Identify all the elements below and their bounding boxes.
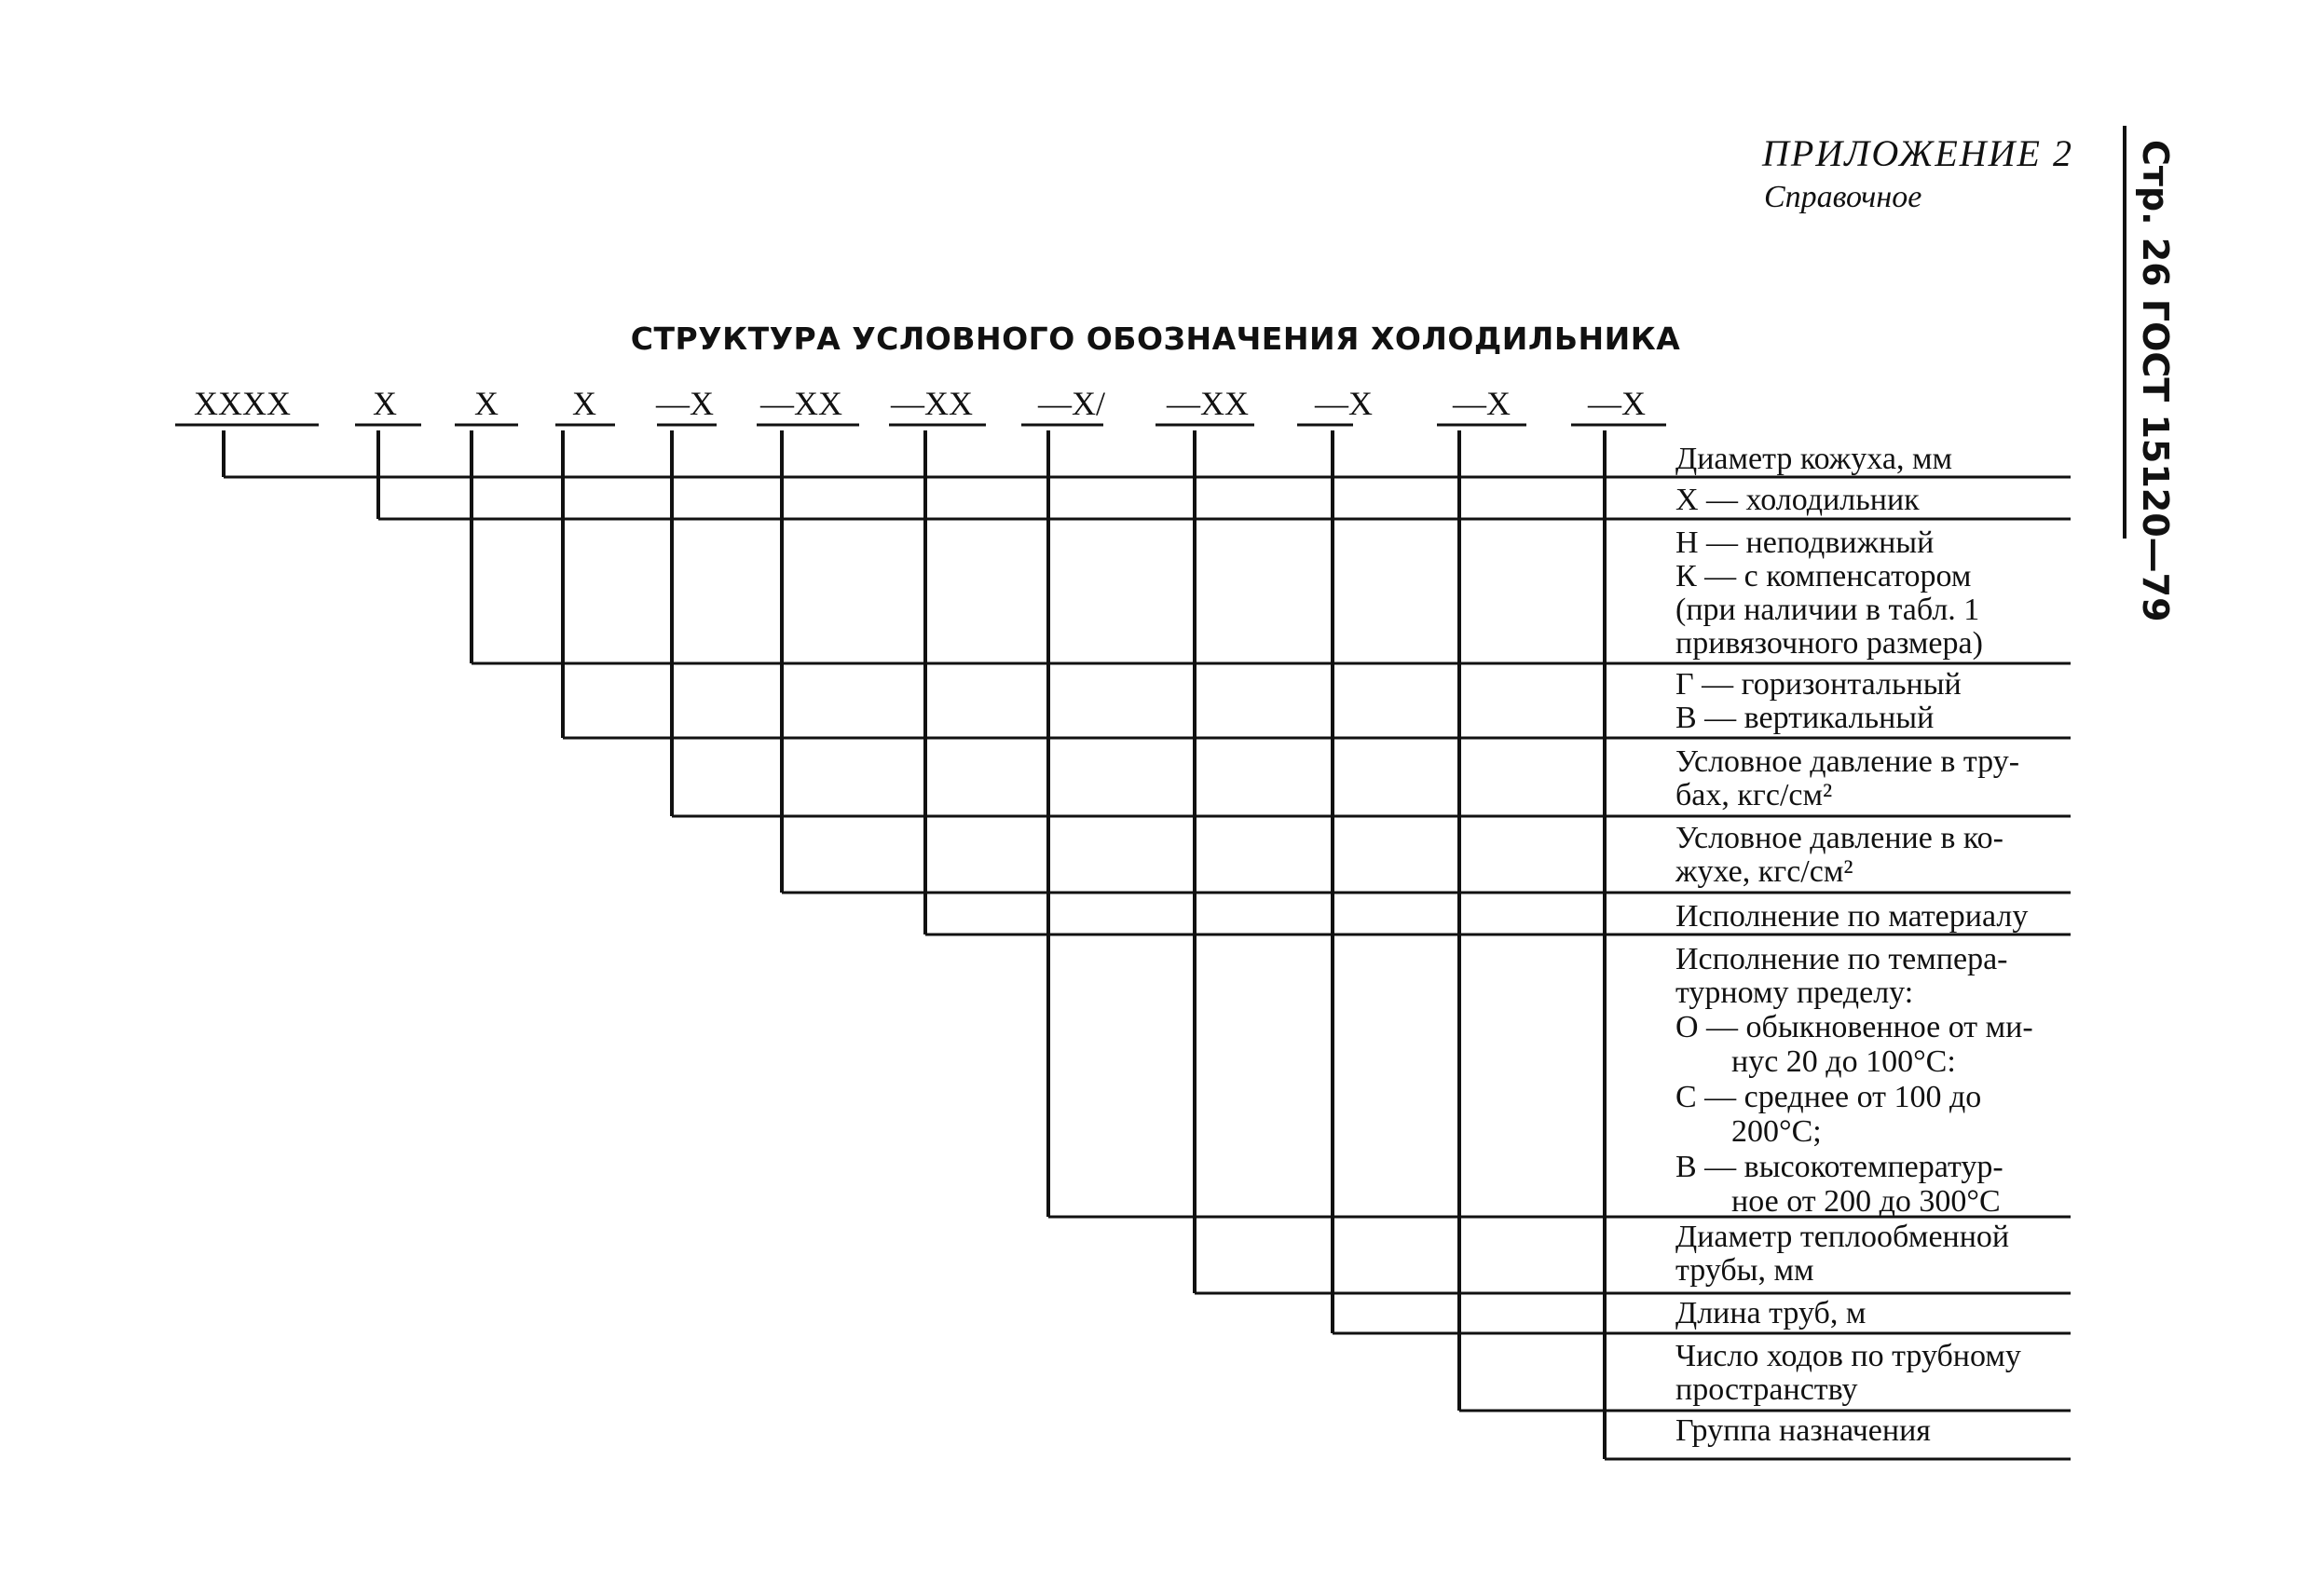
code-position: X [572,385,596,422]
code-position: —X/ [1038,385,1105,422]
explanation-shell-diameter: Диаметр кожуха, мм [1675,442,1952,476]
explanation-tube-passes: Число ходов по трубному пространству [1675,1339,2021,1407]
explanation-purpose-group: Группа назначения [1675,1413,1931,1448]
appendix-type: Справочное [1764,180,1922,214]
code-position: X [373,385,397,422]
code-position: XXXX [194,385,291,422]
code-position: —X [1588,385,1646,422]
appendix-title: ПРИЛОЖЕНИЕ 2 [1762,132,2073,174]
code-position: —X [1315,385,1373,422]
explanation-orientation: Г — горизонтальный В — вертикальный [1675,667,1962,735]
code-position: —XX [1167,385,1249,422]
diagram-title: СТРУКТУРА УСЛОВНОГО ОБОЗНАЧЕНИЯ ХОЛОДИЛЬНИКА [630,321,1681,357]
explanation-shell-pressure: Условное давление в ко- жухе, кгс/см² [1675,821,2004,889]
page-reference: Стр. 26 ГОСТ 15120—79 [2135,140,2176,622]
explanations [1675,442,2041,1448]
code-position: —X [656,385,714,422]
explanation-temperature: Исполнение по темпера- турному пределу: О — обыкновенное от ми- нус 20 до 100°С: С — среднее от 100 до 200°С; В — высокотемператур- ное от 200 до 300°С [1675,942,2033,1219]
explanation-design: Н — неподвижный К — с компенсатором (при наличии в табл. 1 привязочного размера) [1675,525,1983,661]
explanation-cooler-type: Х — холодильник [1675,483,1920,517]
explanation-tube-pressure: Условное давление в тру- бах, кгс/см² [1675,744,2020,812]
code-position: —X [1453,385,1511,422]
code-row [194,385,1646,422]
explanation-tube-diameter: Диаметр теплообменной трубы, мм [1675,1220,2010,1288]
explanation-material: Исполнение по материалу [1675,899,2029,934]
code-position: —XX [760,385,842,422]
code-position: X [474,385,499,422]
explanation-tube-length: Длина труб, м [1675,1296,1867,1330]
code-position: —XX [891,385,973,422]
